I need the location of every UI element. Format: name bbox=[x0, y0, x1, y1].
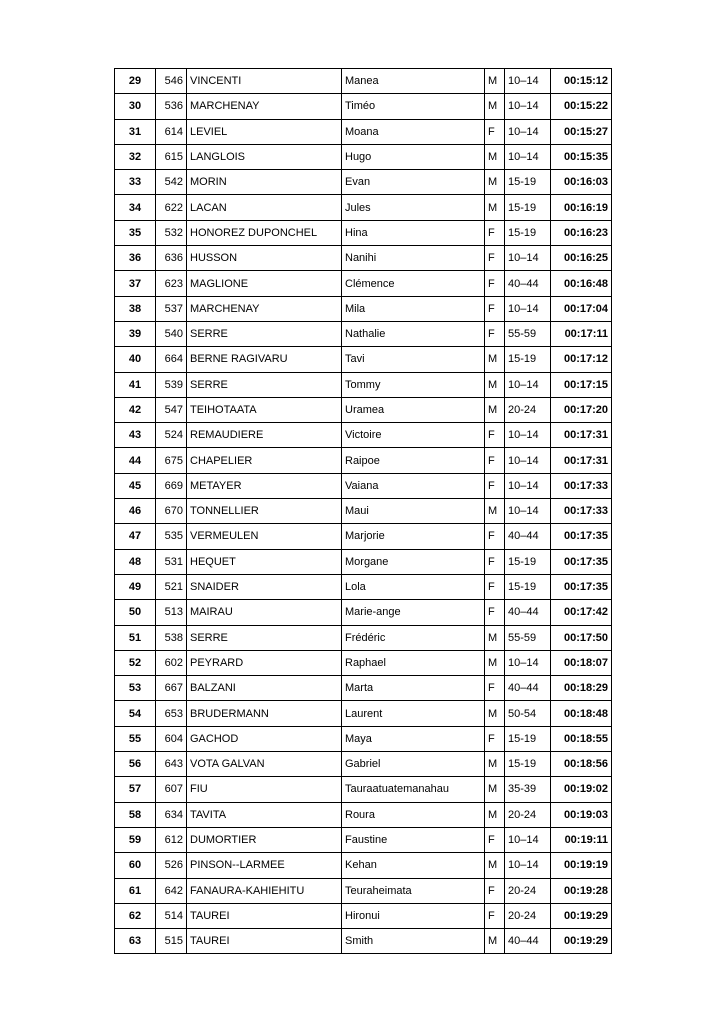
last-name-cell: TONNELLIER bbox=[187, 499, 342, 524]
rank-cell: 31 bbox=[115, 119, 156, 144]
time-cell: 00:17:33 bbox=[551, 499, 612, 524]
first-name-cell: Marjorie bbox=[342, 524, 485, 549]
first-name-cell: Vaiana bbox=[342, 473, 485, 498]
last-name-cell: HEQUET bbox=[187, 549, 342, 574]
age-category-cell: 50-54 bbox=[505, 701, 551, 726]
bib-cell: 604 bbox=[156, 726, 187, 751]
last-name-cell: SNAIDER bbox=[187, 574, 342, 599]
age-category-cell: 10–14 bbox=[505, 650, 551, 675]
sex-cell: M bbox=[485, 650, 505, 675]
sex-cell: M bbox=[485, 144, 505, 169]
sex-cell: M bbox=[485, 853, 505, 878]
sex-cell: F bbox=[485, 827, 505, 852]
first-name-cell: Moana bbox=[342, 119, 485, 144]
last-name-cell: REMAUDIERE bbox=[187, 423, 342, 448]
table-row bbox=[115, 549, 612, 574]
age-category-cell: 15-19 bbox=[505, 195, 551, 220]
sex-cell: F bbox=[485, 296, 505, 321]
first-name-cell: Marie-ange bbox=[342, 600, 485, 625]
first-name-cell: Hironui bbox=[342, 903, 485, 928]
sex-cell: F bbox=[485, 524, 505, 549]
sex-cell: M bbox=[485, 802, 505, 827]
bib-cell: 515 bbox=[156, 929, 187, 954]
last-name-cell: SERRE bbox=[187, 625, 342, 650]
bib-cell: 669 bbox=[156, 473, 187, 498]
time-cell: 00:16:19 bbox=[551, 195, 612, 220]
rank-cell: 55 bbox=[115, 726, 156, 751]
last-name-cell: HONOREZ DUPONCHEL bbox=[187, 220, 342, 245]
age-category-cell: 40–44 bbox=[505, 271, 551, 296]
bib-cell: 526 bbox=[156, 853, 187, 878]
table-row bbox=[115, 726, 612, 751]
age-category-cell: 10–14 bbox=[505, 372, 551, 397]
last-name-cell: BERNE RAGIVARU bbox=[187, 347, 342, 372]
age-category-cell: 20-24 bbox=[505, 397, 551, 422]
table-row bbox=[115, 650, 612, 675]
time-cell: 00:17:35 bbox=[551, 524, 612, 549]
rank-cell: 54 bbox=[115, 701, 156, 726]
sex-cell: F bbox=[485, 878, 505, 903]
first-name-cell: Laurent bbox=[342, 701, 485, 726]
table-row bbox=[115, 701, 612, 726]
sex-cell: M bbox=[485, 195, 505, 220]
rank-cell: 42 bbox=[115, 397, 156, 422]
rank-cell: 32 bbox=[115, 144, 156, 169]
first-name-cell: Victoire bbox=[342, 423, 485, 448]
sex-cell: F bbox=[485, 549, 505, 574]
results-body bbox=[115, 69, 612, 954]
bib-cell: 537 bbox=[156, 296, 187, 321]
table-row bbox=[115, 777, 612, 802]
rank-cell: 62 bbox=[115, 903, 156, 928]
last-name-cell: MAIRAU bbox=[187, 600, 342, 625]
table-row bbox=[115, 625, 612, 650]
rank-cell: 58 bbox=[115, 802, 156, 827]
bib-cell: 535 bbox=[156, 524, 187, 549]
last-name-cell: MAGLIONE bbox=[187, 271, 342, 296]
first-name-cell: Nanihi bbox=[342, 246, 485, 271]
first-name-cell: Timéo bbox=[342, 94, 485, 119]
bib-cell: 615 bbox=[156, 144, 187, 169]
sex-cell: M bbox=[485, 499, 505, 524]
sex-cell: M bbox=[485, 777, 505, 802]
time-cell: 00:15:12 bbox=[551, 69, 612, 94]
table-row bbox=[115, 473, 612, 498]
last-name-cell: METAYER bbox=[187, 473, 342, 498]
first-name-cell: Raipoe bbox=[342, 448, 485, 473]
age-category-cell: 10–14 bbox=[505, 853, 551, 878]
time-cell: 00:15:35 bbox=[551, 144, 612, 169]
last-name-cell: VOTA GALVAN bbox=[187, 752, 342, 777]
time-cell: 00:18:55 bbox=[551, 726, 612, 751]
sex-cell: F bbox=[485, 448, 505, 473]
table-row bbox=[115, 524, 612, 549]
time-cell: 00:17:31 bbox=[551, 448, 612, 473]
bib-cell: 546 bbox=[156, 69, 187, 94]
rank-cell: 53 bbox=[115, 676, 156, 701]
rank-cell: 48 bbox=[115, 549, 156, 574]
first-name-cell: Smith bbox=[342, 929, 485, 954]
last-name-cell: SERRE bbox=[187, 372, 342, 397]
bib-cell: 607 bbox=[156, 777, 187, 802]
last-name-cell: TAUREI bbox=[187, 903, 342, 928]
time-cell: 00:17:35 bbox=[551, 574, 612, 599]
bib-cell: 542 bbox=[156, 170, 187, 195]
table-row bbox=[115, 903, 612, 928]
last-name-cell: LANGLOIS bbox=[187, 144, 342, 169]
rank-cell: 40 bbox=[115, 347, 156, 372]
bib-cell: 539 bbox=[156, 372, 187, 397]
time-cell: 00:17:20 bbox=[551, 397, 612, 422]
age-category-cell: 35-39 bbox=[505, 777, 551, 802]
first-name-cell: Tommy bbox=[342, 372, 485, 397]
first-name-cell: Hina bbox=[342, 220, 485, 245]
table-row bbox=[115, 802, 612, 827]
sex-cell: F bbox=[485, 574, 505, 599]
sex-cell: F bbox=[485, 220, 505, 245]
sex-cell: F bbox=[485, 726, 505, 751]
last-name-cell: VERMEULEN bbox=[187, 524, 342, 549]
bib-cell: 547 bbox=[156, 397, 187, 422]
time-cell: 00:19:02 bbox=[551, 777, 612, 802]
table-row bbox=[115, 929, 612, 954]
first-name-cell: Mila bbox=[342, 296, 485, 321]
rank-cell: 63 bbox=[115, 929, 156, 954]
table-row bbox=[115, 195, 612, 220]
sex-cell: M bbox=[485, 397, 505, 422]
sex-cell: M bbox=[485, 170, 505, 195]
age-category-cell: 10–14 bbox=[505, 246, 551, 271]
last-name-cell: MARCHENAY bbox=[187, 94, 342, 119]
rank-cell: 30 bbox=[115, 94, 156, 119]
age-category-cell: 15-19 bbox=[505, 170, 551, 195]
time-cell: 00:19:19 bbox=[551, 853, 612, 878]
table-row bbox=[115, 347, 612, 372]
rank-cell: 56 bbox=[115, 752, 156, 777]
age-category-cell: 40–44 bbox=[505, 600, 551, 625]
first-name-cell: Teuraheimata bbox=[342, 878, 485, 903]
rank-cell: 51 bbox=[115, 625, 156, 650]
bib-cell: 622 bbox=[156, 195, 187, 220]
age-category-cell: 55-59 bbox=[505, 625, 551, 650]
age-category-cell: 15-19 bbox=[505, 549, 551, 574]
time-cell: 00:17:50 bbox=[551, 625, 612, 650]
age-category-cell: 15-19 bbox=[505, 752, 551, 777]
sex-cell: M bbox=[485, 929, 505, 954]
sex-cell: F bbox=[485, 903, 505, 928]
time-cell: 00:19:28 bbox=[551, 878, 612, 903]
rank-cell: 61 bbox=[115, 878, 156, 903]
table-row bbox=[115, 752, 612, 777]
age-category-cell: 15-19 bbox=[505, 347, 551, 372]
bib-cell: 513 bbox=[156, 600, 187, 625]
bib-cell: 670 bbox=[156, 499, 187, 524]
rank-cell: 52 bbox=[115, 650, 156, 675]
first-name-cell: Marta bbox=[342, 676, 485, 701]
bib-cell: 612 bbox=[156, 827, 187, 852]
time-cell: 00:17:11 bbox=[551, 321, 612, 346]
bib-cell: 642 bbox=[156, 878, 187, 903]
age-category-cell: 15-19 bbox=[505, 574, 551, 599]
last-name-cell: PINSON--LARMEE bbox=[187, 853, 342, 878]
time-cell: 00:16:03 bbox=[551, 170, 612, 195]
last-name-cell: BRUDERMANN bbox=[187, 701, 342, 726]
age-category-cell: 10–14 bbox=[505, 499, 551, 524]
first-name-cell: Nathalie bbox=[342, 321, 485, 346]
bib-cell: 602 bbox=[156, 650, 187, 675]
bib-cell: 636 bbox=[156, 246, 187, 271]
time-cell: 00:17:12 bbox=[551, 347, 612, 372]
rank-cell: 39 bbox=[115, 321, 156, 346]
first-name-cell: Gabriel bbox=[342, 752, 485, 777]
table-row bbox=[115, 423, 612, 448]
sex-cell: F bbox=[485, 600, 505, 625]
last-name-cell: MORIN bbox=[187, 170, 342, 195]
rank-cell: 43 bbox=[115, 423, 156, 448]
last-name-cell: GACHOD bbox=[187, 726, 342, 751]
first-name-cell: Frédéric bbox=[342, 625, 485, 650]
bib-cell: 623 bbox=[156, 271, 187, 296]
last-name-cell: HUSSON bbox=[187, 246, 342, 271]
age-category-cell: 10–14 bbox=[505, 144, 551, 169]
sex-cell: M bbox=[485, 752, 505, 777]
time-cell: 00:19:03 bbox=[551, 802, 612, 827]
age-category-cell: 10–14 bbox=[505, 423, 551, 448]
time-cell: 00:17:15 bbox=[551, 372, 612, 397]
table-row bbox=[115, 372, 612, 397]
sex-cell: M bbox=[485, 701, 505, 726]
first-name-cell: Evan bbox=[342, 170, 485, 195]
bib-cell: 531 bbox=[156, 549, 187, 574]
table-row bbox=[115, 271, 612, 296]
first-name-cell: Clémence bbox=[342, 271, 485, 296]
first-name-cell: Maui bbox=[342, 499, 485, 524]
table-row bbox=[115, 246, 612, 271]
rank-cell: 37 bbox=[115, 271, 156, 296]
first-name-cell: Faustine bbox=[342, 827, 485, 852]
first-name-cell: Lola bbox=[342, 574, 485, 599]
table-row bbox=[115, 676, 612, 701]
bib-cell: 536 bbox=[156, 94, 187, 119]
time-cell: 00:16:23 bbox=[551, 220, 612, 245]
table-row bbox=[115, 119, 612, 144]
first-name-cell: Roura bbox=[342, 802, 485, 827]
first-name-cell: Manea bbox=[342, 69, 485, 94]
time-cell: 00:18:29 bbox=[551, 676, 612, 701]
last-name-cell: SERRE bbox=[187, 321, 342, 346]
bib-cell: 643 bbox=[156, 752, 187, 777]
first-name-cell: Hugo bbox=[342, 144, 485, 169]
age-category-cell: 10–14 bbox=[505, 119, 551, 144]
sex-cell: F bbox=[485, 246, 505, 271]
sex-cell: F bbox=[485, 423, 505, 448]
age-category-cell: 10–14 bbox=[505, 94, 551, 119]
age-category-cell: 40–44 bbox=[505, 676, 551, 701]
time-cell: 00:19:29 bbox=[551, 929, 612, 954]
age-category-cell: 40–44 bbox=[505, 929, 551, 954]
time-cell: 00:15:27 bbox=[551, 119, 612, 144]
rank-cell: 35 bbox=[115, 220, 156, 245]
table-row bbox=[115, 853, 612, 878]
rank-cell: 47 bbox=[115, 524, 156, 549]
last-name-cell: TAUREI bbox=[187, 929, 342, 954]
table-row bbox=[115, 397, 612, 422]
time-cell: 00:15:22 bbox=[551, 94, 612, 119]
rank-cell: 38 bbox=[115, 296, 156, 321]
age-category-cell: 10–14 bbox=[505, 296, 551, 321]
age-category-cell: 40–44 bbox=[505, 524, 551, 549]
last-name-cell: FANAURA-KAHIEHITU bbox=[187, 878, 342, 903]
last-name-cell: PEYRARD bbox=[187, 650, 342, 675]
table-row bbox=[115, 878, 612, 903]
bib-cell: 667 bbox=[156, 676, 187, 701]
rank-cell: 50 bbox=[115, 600, 156, 625]
table-row bbox=[115, 321, 612, 346]
bib-cell: 532 bbox=[156, 220, 187, 245]
rank-cell: 59 bbox=[115, 827, 156, 852]
time-cell: 00:19:11 bbox=[551, 827, 612, 852]
sex-cell: M bbox=[485, 94, 505, 119]
last-name-cell: TAVITA bbox=[187, 802, 342, 827]
first-name-cell: Jules bbox=[342, 195, 485, 220]
rank-cell: 49 bbox=[115, 574, 156, 599]
age-category-cell: 15-19 bbox=[505, 220, 551, 245]
first-name-cell: Raphael bbox=[342, 650, 485, 675]
table-row bbox=[115, 600, 612, 625]
first-name-cell: Tauraatuatemanahau bbox=[342, 777, 485, 802]
time-cell: 00:18:48 bbox=[551, 701, 612, 726]
bib-cell: 538 bbox=[156, 625, 187, 650]
rank-cell: 29 bbox=[115, 69, 156, 94]
results-table bbox=[114, 68, 612, 954]
time-cell: 00:17:33 bbox=[551, 473, 612, 498]
last-name-cell: MARCHENAY bbox=[187, 296, 342, 321]
bib-cell: 634 bbox=[156, 802, 187, 827]
bib-cell: 521 bbox=[156, 574, 187, 599]
age-category-cell: 20-24 bbox=[505, 802, 551, 827]
rank-cell: 33 bbox=[115, 170, 156, 195]
age-category-cell: 10–14 bbox=[505, 827, 551, 852]
first-name-cell: Tavi bbox=[342, 347, 485, 372]
first-name-cell: Morgane bbox=[342, 549, 485, 574]
table-row bbox=[115, 144, 612, 169]
sex-cell: F bbox=[485, 119, 505, 144]
last-name-cell: TEIHOTAATA bbox=[187, 397, 342, 422]
first-name-cell: Uramea bbox=[342, 397, 485, 422]
age-category-cell: 15-19 bbox=[505, 726, 551, 751]
sex-cell: F bbox=[485, 321, 505, 346]
age-category-cell: 20-24 bbox=[505, 903, 551, 928]
first-name-cell: Maya bbox=[342, 726, 485, 751]
age-category-cell: 10–14 bbox=[505, 448, 551, 473]
sex-cell: F bbox=[485, 271, 505, 296]
time-cell: 00:17:42 bbox=[551, 600, 612, 625]
rank-cell: 44 bbox=[115, 448, 156, 473]
table-row bbox=[115, 296, 612, 321]
table-row bbox=[115, 220, 612, 245]
table-row bbox=[115, 574, 612, 599]
last-name-cell: LEVIEL bbox=[187, 119, 342, 144]
time-cell: 00:17:35 bbox=[551, 549, 612, 574]
rank-cell: 57 bbox=[115, 777, 156, 802]
bib-cell: 540 bbox=[156, 321, 187, 346]
time-cell: 00:18:07 bbox=[551, 650, 612, 675]
time-cell: 00:18:56 bbox=[551, 752, 612, 777]
last-name-cell: VINCENTI bbox=[187, 69, 342, 94]
sex-cell: F bbox=[485, 676, 505, 701]
bib-cell: 653 bbox=[156, 701, 187, 726]
time-cell: 00:16:48 bbox=[551, 271, 612, 296]
last-name-cell: CHAPELIER bbox=[187, 448, 342, 473]
time-cell: 00:17:04 bbox=[551, 296, 612, 321]
rank-cell: 45 bbox=[115, 473, 156, 498]
bib-cell: 664 bbox=[156, 347, 187, 372]
table-row bbox=[115, 827, 612, 852]
table-row bbox=[115, 170, 612, 195]
age-category-cell: 10–14 bbox=[505, 473, 551, 498]
table-row bbox=[115, 69, 612, 94]
last-name-cell: LACAN bbox=[187, 195, 342, 220]
time-cell: 00:16:25 bbox=[551, 246, 612, 271]
sex-cell: M bbox=[485, 625, 505, 650]
age-category-cell: 20-24 bbox=[505, 878, 551, 903]
last-name-cell: FIU bbox=[187, 777, 342, 802]
last-name-cell: BALZANI bbox=[187, 676, 342, 701]
last-name-cell: DUMORTIER bbox=[187, 827, 342, 852]
bib-cell: 675 bbox=[156, 448, 187, 473]
age-category-cell: 55-59 bbox=[505, 321, 551, 346]
age-category-cell: 10–14 bbox=[505, 69, 551, 94]
sex-cell: M bbox=[485, 372, 505, 397]
time-cell: 00:17:31 bbox=[551, 423, 612, 448]
rank-cell: 46 bbox=[115, 499, 156, 524]
sex-cell: F bbox=[485, 473, 505, 498]
sex-cell: M bbox=[485, 347, 505, 372]
time-cell: 00:19:29 bbox=[551, 903, 612, 928]
table-row bbox=[115, 448, 612, 473]
bib-cell: 514 bbox=[156, 903, 187, 928]
rank-cell: 41 bbox=[115, 372, 156, 397]
rank-cell: 60 bbox=[115, 853, 156, 878]
table-row bbox=[115, 94, 612, 119]
bib-cell: 614 bbox=[156, 119, 187, 144]
rank-cell: 36 bbox=[115, 246, 156, 271]
bib-cell: 524 bbox=[156, 423, 187, 448]
first-name-cell: Kehan bbox=[342, 853, 485, 878]
table-row bbox=[115, 499, 612, 524]
sex-cell: M bbox=[485, 69, 505, 94]
rank-cell: 34 bbox=[115, 195, 156, 220]
